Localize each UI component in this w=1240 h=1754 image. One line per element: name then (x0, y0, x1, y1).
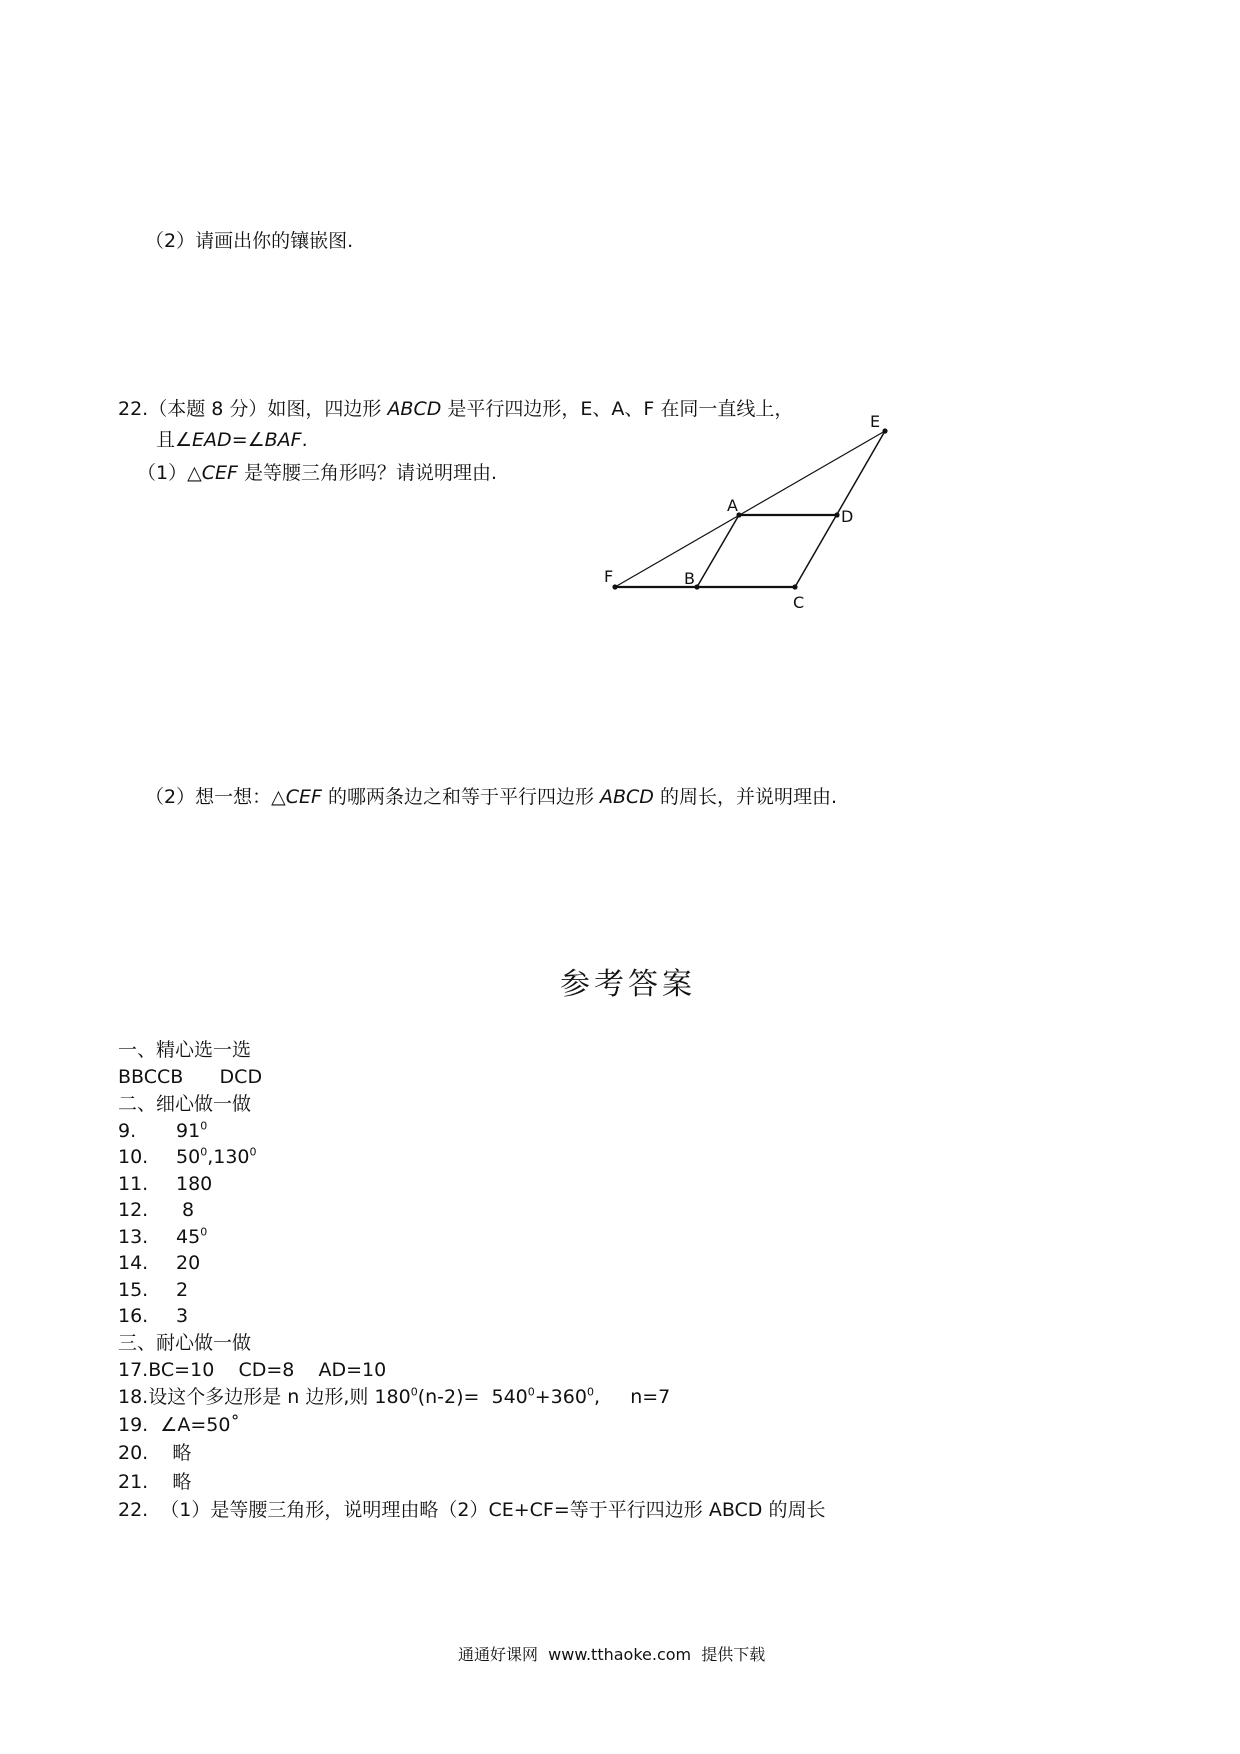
point-d (834, 512, 839, 517)
q22-stem-line2: 且∠EAD=∠BAF. (156, 429, 308, 451)
answers-title: 参考答案 (560, 967, 696, 1002)
answer-19: 19. ∠A=50˚ (118, 1414, 240, 1436)
section1-answers: BBCCB DCD (118, 1066, 263, 1088)
answer-18: 18.设这个多边形是 n 边形,则 $180^0(n-2)= 540^0+360^0$, n=7 (118, 1385, 671, 1408)
point-b (694, 584, 699, 589)
answer-21: 21. 略 (118, 1471, 192, 1493)
answer-14: 14. 20 (118, 1252, 201, 1274)
section1-heading: 一、精心选一选 (118, 1039, 252, 1061)
answer-11: 11. 180 (118, 1173, 213, 1195)
answer-20: 20. 略 (118, 1442, 192, 1464)
q22-part2: （2）想一想：△CEF 的哪两条边之和等于平行四边形 ABCD 的周长，并说明理由. (145, 786, 838, 808)
answer-13: 13. $45^0$ (118, 1225, 208, 1248)
answer-16: 16. 3 (118, 1305, 189, 1327)
section3-heading: 三、耐心做一做 (118, 1332, 252, 1354)
point-c (792, 584, 797, 589)
segment-ab (697, 515, 739, 587)
label-c: C (793, 593, 805, 612)
parallelogram-figure (600, 400, 920, 630)
label-a: A (727, 496, 738, 515)
page-footer: 通通好课网 www.tthaoke.com 提供下载 (458, 1645, 766, 1664)
answer-9: 9. $91^0$ (118, 1119, 208, 1142)
answer-10: 10. $50^0,130^0$ (118, 1145, 257, 1168)
q22-part1: （1）△CEF 是等腰三角形吗？请说明理由. (137, 462, 497, 484)
label-e: E (870, 412, 881, 431)
answer-12: 12. 8 (118, 1199, 195, 1221)
section2-heading: 二、细心做一做 (118, 1093, 252, 1115)
q21-part2: （2）请画出你的镶嵌图. (145, 230, 354, 252)
label-d: D (841, 507, 854, 526)
label-b: B (684, 569, 695, 588)
answer-17: 17.BC=10 CD=8 AD=10 (118, 1359, 387, 1381)
label-f: F (604, 567, 614, 586)
segment-ce (795, 431, 885, 587)
q22-stem-line1: 22.（本题 8 分）如图，四边形 ABCD 是平行四边形，E、A、F 在同一直线上， (118, 398, 794, 420)
answer-15: 15. 2 (118, 1279, 189, 1301)
point-e (882, 428, 887, 433)
answer-22: 22. （1）是等腰三角形，说明理由略（2）CE+CF=等于平行四边形 ABCD 的周长 (118, 1499, 826, 1521)
